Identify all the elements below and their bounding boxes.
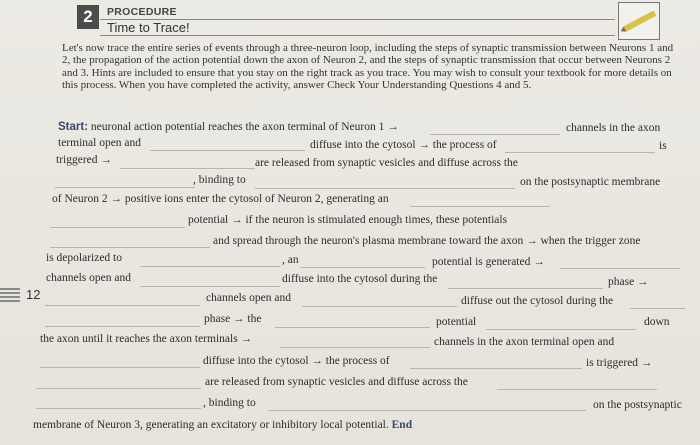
line-2-end: is [659, 140, 667, 152]
start-label: Start: [58, 121, 89, 133]
answer-blank[interactable] [275, 327, 430, 328]
answer-blank[interactable] [486, 329, 636, 330]
line-7: and spread through the neuron's plasma membrane toward the axon → when the trigger zone [213, 235, 641, 247]
line-2-mid: diffuse into the cytosol → the process of [310, 139, 497, 151]
answer-blank[interactable] [497, 389, 657, 390]
answer-blank[interactable] [255, 188, 515, 189]
answer-blank[interactable] [410, 368, 582, 369]
line-9-end: phase → [608, 276, 649, 288]
line-9-mid: diffuse into the cytosol during the [282, 273, 438, 285]
page-number: 12 [26, 287, 41, 302]
answer-blank[interactable] [300, 267, 425, 268]
page-marker-bars [0, 288, 20, 304]
end-label: End [391, 419, 413, 431]
activity-title: Time to Trace! [107, 20, 190, 35]
answer-blank[interactable] [36, 388, 201, 389]
section-number-badge: 2 [77, 5, 99, 29]
line-11-start: phase → the [204, 313, 262, 325]
answer-blank[interactable] [140, 286, 280, 287]
line-10-end: diffuse out the cytosol during the [461, 295, 614, 307]
line-14: are released from synaptic vesicles and diffuse across the [205, 376, 468, 388]
line-8-start: is depolarized to [46, 252, 123, 264]
line-5: of Neuron 2 → positive ions enter the cytosol of Neuron 2, generating an [52, 193, 389, 205]
answer-blank[interactable] [55, 187, 195, 188]
header-rule-bottom [100, 35, 615, 36]
line-13-start: diffuse into the cytosol → the process of [203, 355, 390, 367]
answer-blank[interactable] [140, 266, 280, 267]
line-8-end: potential is generated → [432, 256, 545, 268]
answer-blank[interactable] [410, 206, 550, 207]
line-12-start: the axon until it reaches the axon terminals → [40, 333, 253, 345]
line-15-mid: , binding to [203, 397, 256, 409]
line-8-mid: , an [282, 254, 299, 266]
line-2-start: terminal open and [58, 137, 142, 149]
line-12-end: channels in the axon terminal open and [434, 336, 615, 348]
answer-blank[interactable] [45, 326, 200, 327]
line-4-end: on the postsynaptic membrane [520, 176, 661, 188]
line-9-start: channels open and [46, 272, 131, 284]
answer-blank[interactable] [268, 410, 586, 411]
line-1-text: neuronal action potential reaches the axon terminal of Neuron 1 → [90, 121, 399, 133]
answer-blank[interactable] [560, 268, 680, 269]
answer-blank[interactable] [150, 150, 305, 151]
line-3-start: triggered → [56, 154, 112, 166]
section-label: PROCEDURE [107, 6, 177, 18]
answer-blank[interactable] [302, 306, 457, 307]
line-10-start: channels open and [206, 292, 291, 304]
line-3-end: are released from synaptic vesicles and diffuse across the [255, 157, 518, 169]
answer-blank[interactable] [505, 152, 655, 153]
line-6: potential → if the neuron is stimulated enough times, these potentials [188, 214, 508, 226]
line-11-mid: potential [436, 316, 477, 328]
line-16-text: membrane of Neuron 3, generating an excitatory or inhibitory local potential. [33, 419, 389, 431]
answer-blank[interactable] [36, 408, 201, 409]
pencil-icon-box [618, 2, 660, 40]
answer-blank[interactable] [430, 134, 560, 135]
line-4-mid: , binding to [193, 174, 246, 186]
line-11-end: down [644, 316, 670, 328]
pencil-icon [624, 10, 657, 31]
answer-blank[interactable] [280, 347, 430, 348]
line-15-end: on the postsynaptic [593, 399, 682, 411]
line-1-end: channels in the axon [566, 122, 661, 134]
answer-blank[interactable] [120, 168, 255, 169]
line-16 [33, 419, 412, 431]
line-start [58, 121, 399, 133]
answer-blank[interactable] [448, 288, 603, 289]
intro-paragraph: Let's now trace the entire series of events through a three-neuron loop, including the steps of synaptic transmission between Neurons 1 and 2, the propagation of the action potential down the axon of Neuron 2, and the steps of synaptic transmission that occur between Neurons 2 and 3. Hints are included to ensure that you stay on the right track as you trace. You may wish to consult your textbook for more details on this process. When you have completed the activity, answer Check Your Understanding Questions 4 and 5. [62, 42, 674, 92]
answer-blank[interactable] [40, 367, 200, 368]
line-13-end: is triggered → [586, 357, 653, 369]
answer-blank[interactable] [45, 305, 200, 306]
answer-blank[interactable] [50, 247, 210, 248]
answer-blank[interactable] [630, 308, 685, 309]
answer-blank[interactable] [50, 227, 185, 228]
